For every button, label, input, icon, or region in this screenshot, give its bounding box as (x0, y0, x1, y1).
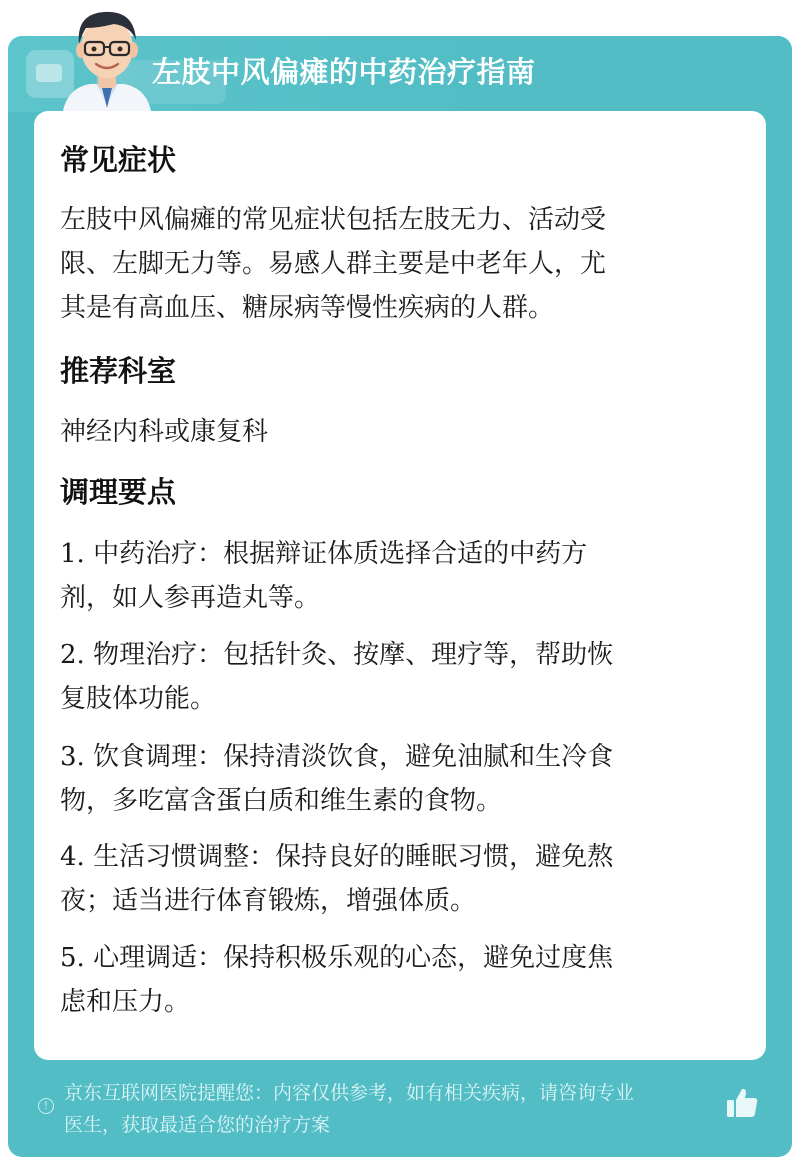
section-title-care: 调理要点 (60, 475, 177, 509)
page-title: 左肢中风偏瘫的中药治疗指南 (152, 55, 536, 89)
doctor-avatar (52, 4, 162, 116)
text-line: 限、左脚无力等。易感人群主要是中老年人，尤 (60, 249, 607, 279)
item-number: 2. (60, 640, 85, 670)
item-number: 4. (60, 842, 85, 872)
text-line: 其是有高血压、糖尿病等慢性疾病的人群。 (60, 293, 555, 323)
text-line: 物，多吃富含蛋白质和维生素的食物。 (60, 786, 503, 816)
item-text: 心理调适：保持积极乐观的心态，避免过度焦 (84, 943, 614, 973)
care-item-5 (60, 936, 730, 1024)
text-line: 虑和压力。 (60, 987, 191, 1017)
item-number: 1. (60, 539, 85, 569)
item-text: 物理治疗：包括针灸、按摩、理疗等，帮助恢 (84, 640, 614, 670)
thumbs-up-icon[interactable] (724, 1085, 760, 1121)
care-item-4 (60, 835, 730, 923)
text-line (60, 735, 730, 779)
text-line (60, 835, 730, 879)
care-item-1 (60, 532, 730, 620)
footer-line: 京东互联网医院提醒您：内容仅供参考，如有相关疾病，请咨询专业 (64, 1082, 635, 1104)
info-icon: ! (38, 1098, 54, 1114)
item-number: 5. (60, 943, 85, 973)
text-line (60, 532, 730, 576)
care-item-2 (60, 633, 730, 721)
section-title-symptoms: 常见症状 (60, 143, 177, 177)
section-title-department: 推荐科室 (60, 354, 177, 388)
item-text: 中药治疗：根据辩证体质选择合适的中药方 (84, 539, 588, 569)
care-item-3 (60, 735, 730, 823)
text-line (60, 633, 730, 677)
item-number: 3. (60, 742, 85, 772)
text-line: 复肢体功能。 (60, 684, 217, 714)
department-text: 神经内科或康复科 (60, 417, 269, 447)
text-line (60, 936, 730, 980)
text-line: 剂，如人参再造丸等。 (60, 583, 321, 613)
text-line: 夜；适当进行体育锻炼，增强体质。 (60, 886, 477, 916)
symptoms-text (60, 198, 730, 330)
text-line: 左肢中风偏瘫的常见症状包括左肢无力、活动受 (60, 205, 607, 235)
item-text: 生活习惯调整：保持良好的睡眠习惯，避免熬 (84, 842, 614, 872)
footer-line: 医生，获取最适合您的治疗方案 (64, 1114, 331, 1136)
footer-disclaimer (64, 1077, 728, 1141)
item-text: 饮食调理：保持清淡饮食，避免油腻和生冷食 (84, 742, 614, 772)
